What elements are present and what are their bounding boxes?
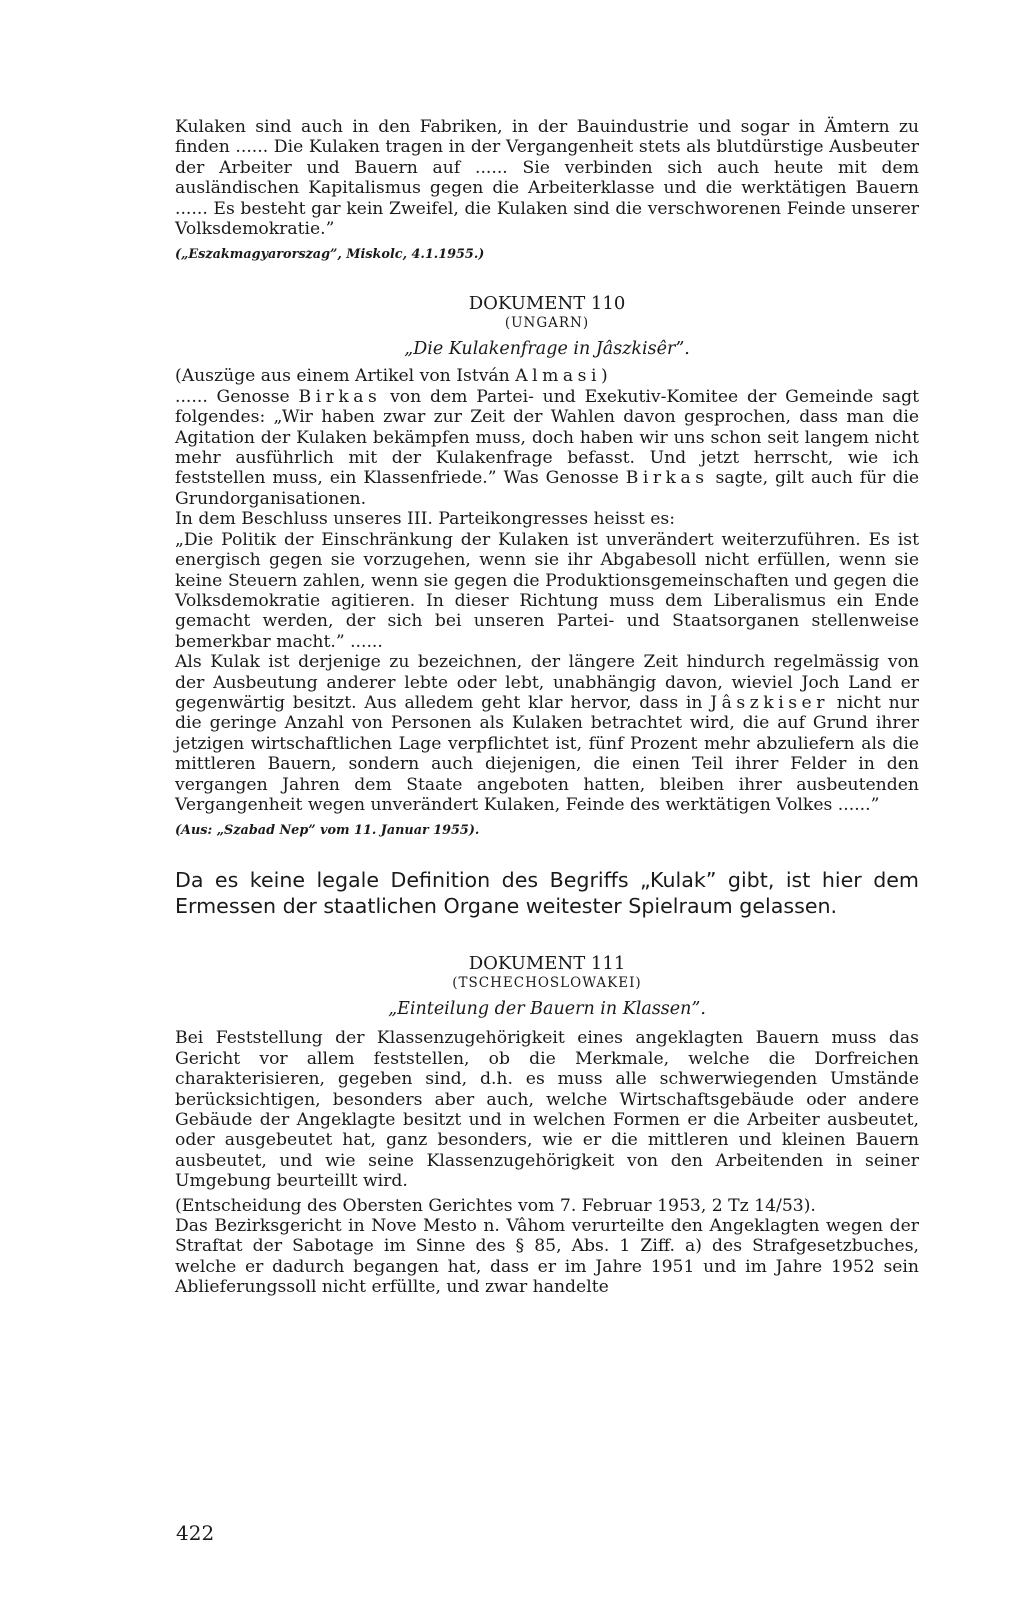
page-number: 422 [176, 1521, 215, 1545]
doc110-author-line [175, 366, 919, 386]
doc110-paragraph-4 [175, 652, 919, 815]
p1-part-c: sagte, gilt auch für die Grundorganisationen. [175, 468, 919, 509]
doc111-country: (TSCHECHOSLOWAKEI) [452, 975, 642, 992]
doc111-paragraph-1: Bei Feststellung der Klassenzugehörigkeit eines angeklagten Bauern muss das Gericht vor allem feststellen, ob die Merkmale, welche die Dorfreichen charakterisieren, gegeben sind, d.h. es muss alle schwerwiegenden Umstände berücksichtigen, besonders aber auch, welche Wirtschaftsgebäude oder andere Gebäude der Angeklagte besitzt und in welchen Formen er die Arbeiter ausbeutet, oder ausgebeutet hat, ganz besonders, wie er die mittleren und kleinen Bauern ausbeutet, und wie seine Klassenzugehörigkeit von den Arbeitenden in seiner Umgebung beurteillt wird. [175, 1028, 919, 1192]
p1-name-birkas-2: Birkas [625, 468, 709, 489]
page-content [175, 117, 919, 1298]
doc111-subtitle: „Einteilung der Bauern in Klassen”. [388, 999, 706, 1020]
doc110-country: (UNGARN) [504, 315, 590, 332]
document-111 [175, 953, 919, 1297]
p4-place-name: Jâszkiser [710, 692, 829, 713]
doc110-paragraph-3: „Die Politik der Einschränkung der Kulaken ist unverändert weiterzuführen. Es ist energisch gegen sie vorzugehen, wenn sie ihr Abgabesoll nicht erfüllen, wenn sie keine Steuern zahlen, wenn sie gegen die Produktionsgemeinschaften und gegen die Volksdemokratie agitieren. In dieser Richtung muss dem Liberalismus ein Ende gemacht werden, der sich bei unseren Partei- und Staatsorganen stellenweise bemerkbar macht.” ...... [175, 529, 919, 652]
doc110-title: DOKUMENT 110 [468, 293, 626, 315]
p1-name-birkas: Birkas [298, 386, 382, 407]
p4-part-a: Als Kulak ist derjenige zu bezeichnen, der längere Zeit hindurch regelmässig von der Ausbeutung anderer lebte oder lebt, unabhängig davon, wieviel Joch Land er gegenwärtig besitzt. Aus alledem geht klar hervor, dass in [175, 652, 919, 713]
editorial-comment: Da es keine legale Definition des Begriffs „Kulak” gibt, ist hier dem Ermessen der staatlichen Organe weitester Spielraum gelassen. [175, 868, 919, 919]
p4-part-b: nicht nur die geringe Anzahl von Personen als Kulaken betrachtet wird, die auf Grund ihrer jetzigen wirtschaftlichen Lage verpflichtet ist, fünf Prozent mehr abzuliefern als die mittleren Bauern, sondern auch diejenigen, die einen Teil ihrer Felder in den vergangen Jahren dem Staate angeboten hatten, bleiben ihrer ausbeutenden Vergangenheit wegen unverändert Kulaken, Feinde des werktätigen Volkes ......” [175, 692, 919, 815]
doc111-paragraph-3: Das Bezirksgericht in Nove Mesto n. Vâhom verurteilte den Angeklagten wegen der Straftat der Sabotage im Sinne des § 85, Abs. 1 Ziff. a) des Strafgesetzbuches, welche er dadurch begangen hat, dass er im Jahre 1951 und im Jahre 1952 sein Ablieferungssoll nicht erfüllte, und zwar handelte [175, 1216, 919, 1298]
author-prefix: (Auszüge aus einem Artikel von István [175, 366, 516, 387]
doc110-paragraph-2: In dem Beschluss unseres III. Parteikongresses heisst es: [175, 509, 676, 530]
doc110-paragraph-1 [175, 387, 919, 509]
p1-part-a: ...... Genosse [175, 386, 299, 407]
intro-source: („Eszakmagyarorszag”, Miskolc, 4.1.1955.) [175, 247, 485, 263]
intro-paragraph: Kulaken sind auch in den Fabriken, in der Bauindustrie und sogar in Ämtern zu finden ...... Die Kulaken tragen in der Vergangenheit stets als blutdürstige Ausbeuter der Arbeiter und Bauern auf ...... Sie verbinden sich auch heute mit dem ausländischen Kapitalismus gegen die Arbeiterklasse und die werktätigen Bauern ...... Es besteht gar kein Zweifel, die Kulaken sind die verschworenen Feinde unserer Volksdemokratie.” [175, 117, 919, 240]
doc111-paragraph-2: (Entscheidung des Obersten Gerichtes vom 7. Februar 1953, 2 Tz 14/53). [175, 1195, 816, 1216]
doc110-subtitle: „Die Kulakenfrage in Jâszkisêr”. [404, 339, 690, 360]
doc110-source: (Aus: „Szabad Nep” vom 11. Januar 1955). [175, 823, 480, 839]
doc111-title: DOKUMENT 111 [468, 953, 626, 975]
author-name: Almasi [515, 366, 601, 387]
p1-part-b: von dem Partei- und Exekutiv-Komitee der Gemeinde sagt folgendes: „Wir haben zwar zur Zeit der Wahlen davon gesprochen, dass man die Agitation der Kulaken bekämpfen muss, doch haben wir uns schon seit langem nicht mehr ausführlich mit der Kulakenfrage befasst. Und jetzt herrscht, wie ich feststellen muss, ein Klassenfriede.” Was Genosse [175, 386, 920, 489]
author-suffix: ) [601, 366, 608, 387]
document-110 [175, 293, 919, 839]
